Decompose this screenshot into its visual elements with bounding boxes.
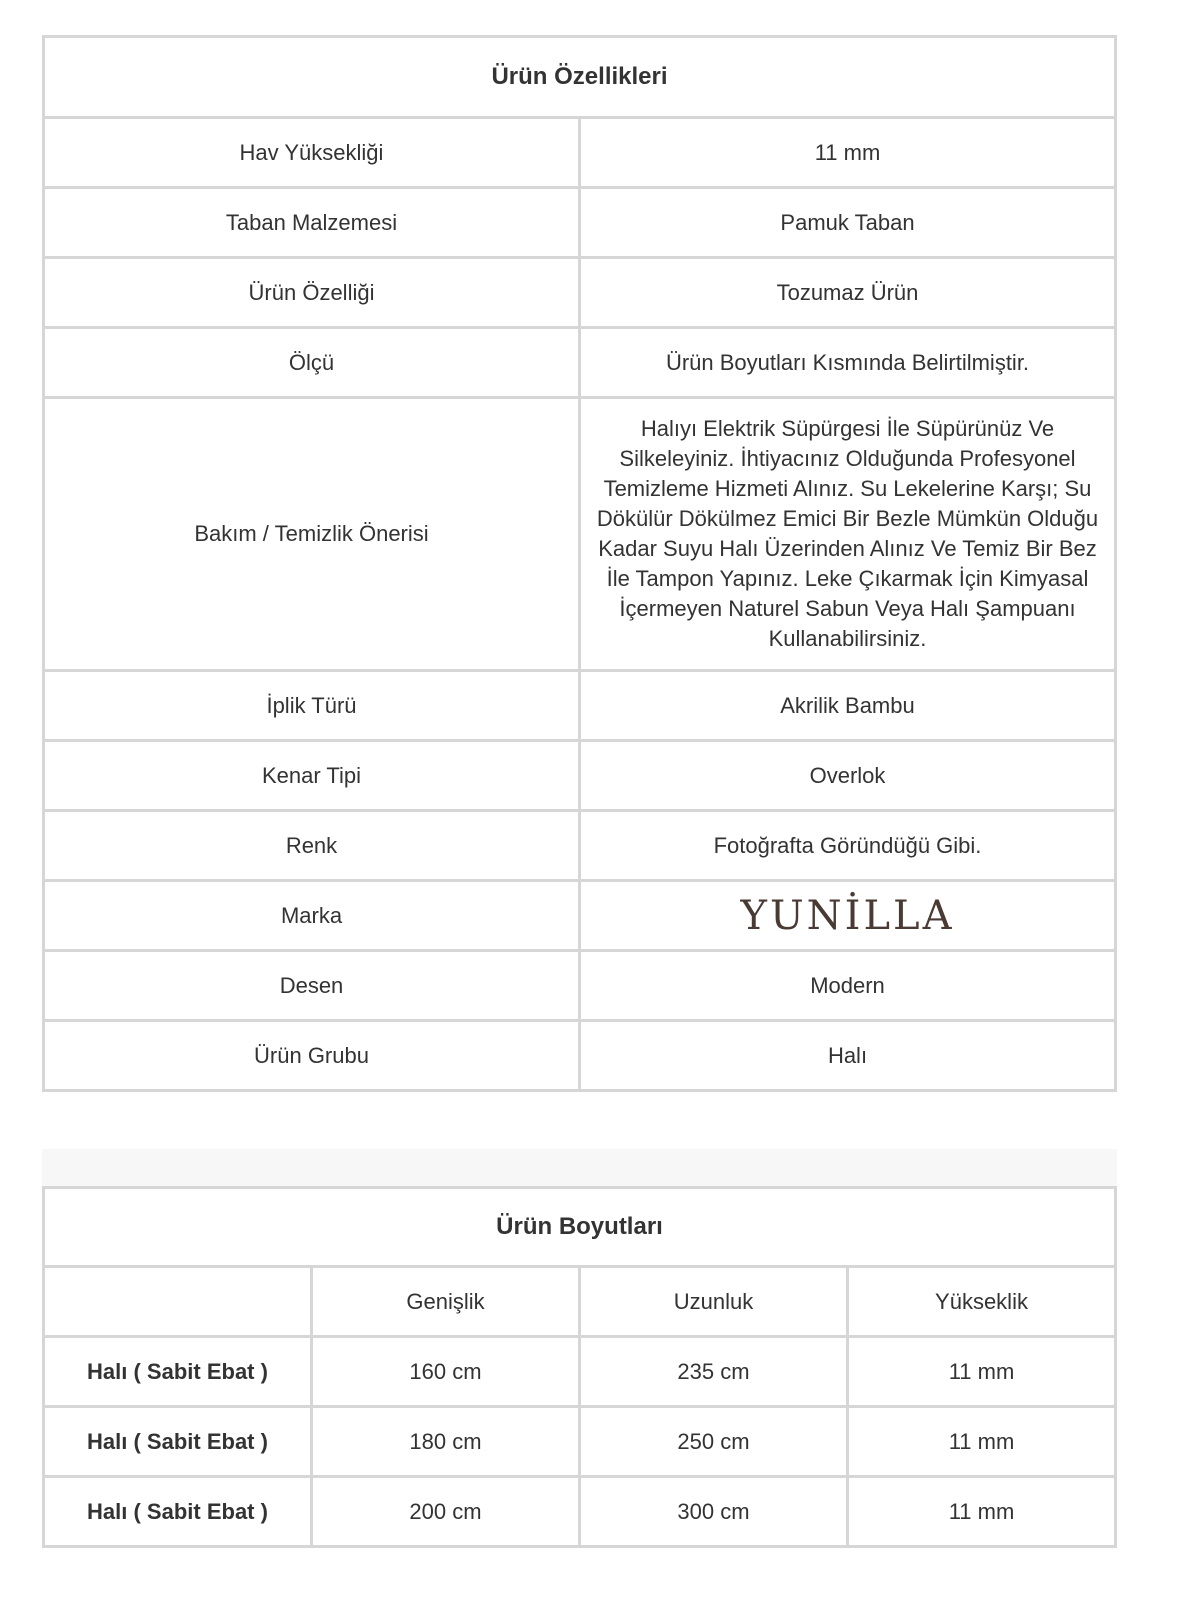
- table-row: [44, 328, 1116, 398]
- table-row: [44, 881, 1116, 951]
- width-value: 180 cm: [312, 1407, 580, 1477]
- brand-logo: YUNİLLA: [740, 892, 955, 939]
- spec-label: Desen: [44, 951, 580, 1021]
- column-header: Genişlik: [312, 1267, 580, 1337]
- column-header: [44, 1267, 312, 1337]
- spec-label: Hav Yüksekliği: [44, 118, 580, 188]
- table-row: [44, 118, 1116, 188]
- table-row: [44, 398, 1116, 671]
- spec-value: Fotoğrafta Göründüğü Gibi.: [580, 811, 1116, 881]
- product-specs-table: [42, 35, 1117, 1092]
- height-value: 11 mm: [848, 1477, 1116, 1547]
- table-row: [44, 811, 1116, 881]
- spec-label: Kenar Tipi: [44, 741, 580, 811]
- spec-value: Halıyı Elektrik Süpürgesi İle Süpürünüz Ve Silkeleyiniz. İhtiyacınız Olduğunda Profesyonel Temizleme Hizmeti Alınız. Su Lekelerine Karşı; Su Dökülür Dökülmez Emici Bir Bezle Mümkün Olduğu Kadar Suyu Halı Üzerinden Alınız Ve Temiz Bir Bez İle Tampon Yapınız. Leke Çıkarmak İçin Kimyasal İçermeyen Naturel Sabun Veya Halı Şampuanı Kullanabilirsiniz.: [580, 398, 1116, 671]
- spec-label: Ürün Özelliği: [44, 258, 580, 328]
- spec-value: Akrilik Bambu: [580, 671, 1116, 741]
- table-row: [44, 188, 1116, 258]
- dimensions-title: Ürün Boyutları: [44, 1188, 1116, 1267]
- spec-label: Renk: [44, 811, 580, 881]
- spec-label: İplik Türü: [44, 671, 580, 741]
- column-header: Yükseklik: [848, 1267, 1116, 1337]
- table-row: [44, 1337, 1116, 1407]
- height-value: 11 mm: [848, 1337, 1116, 1407]
- row-label: Halı ( Sabit Ebat ): [44, 1337, 312, 1407]
- table-header-row: [44, 1267, 1116, 1337]
- spec-value: Pamuk Taban: [580, 188, 1116, 258]
- table-row: [44, 1021, 1116, 1091]
- spec-value: 11 mm: [580, 118, 1116, 188]
- table-row: [44, 1407, 1116, 1477]
- spec-label: Taban Malzemesi: [44, 188, 580, 258]
- height-value: 11 mm: [848, 1407, 1116, 1477]
- specs-title: Ürün Özellikleri: [44, 37, 1116, 118]
- spec-label: Bakım / Temizlik Önerisi: [44, 398, 580, 671]
- product-dimensions-table: [42, 1186, 1117, 1548]
- row-label: Halı ( Sabit Ebat ): [44, 1407, 312, 1477]
- length-value: 250 cm: [580, 1407, 848, 1477]
- spec-value: Tozumaz Ürün: [580, 258, 1116, 328]
- length-value: 300 cm: [580, 1477, 848, 1547]
- table-row: [44, 951, 1116, 1021]
- width-value: 160 cm: [312, 1337, 580, 1407]
- width-value: 200 cm: [312, 1477, 580, 1547]
- column-header: Uzunluk: [580, 1267, 848, 1337]
- row-label: Halı ( Sabit Ebat ): [44, 1477, 312, 1547]
- length-value: 235 cm: [580, 1337, 848, 1407]
- spec-value: Ürün Boyutları Kısmında Belirtilmiştir.: [580, 328, 1116, 398]
- table-row: [44, 741, 1116, 811]
- spec-value: Modern: [580, 951, 1116, 1021]
- spec-value: Halı: [580, 1021, 1116, 1091]
- spec-label: Ölçü: [44, 328, 580, 398]
- section-divider: [42, 1149, 1117, 1186]
- brand-logo-cell: [580, 881, 1116, 951]
- spec-label: Ürün Grubu: [44, 1021, 580, 1091]
- table-row: [44, 258, 1116, 328]
- table-row: [44, 1477, 1116, 1547]
- spec-value: Overlok: [580, 741, 1116, 811]
- spec-label: Marka: [44, 881, 580, 951]
- table-row: [44, 671, 1116, 741]
